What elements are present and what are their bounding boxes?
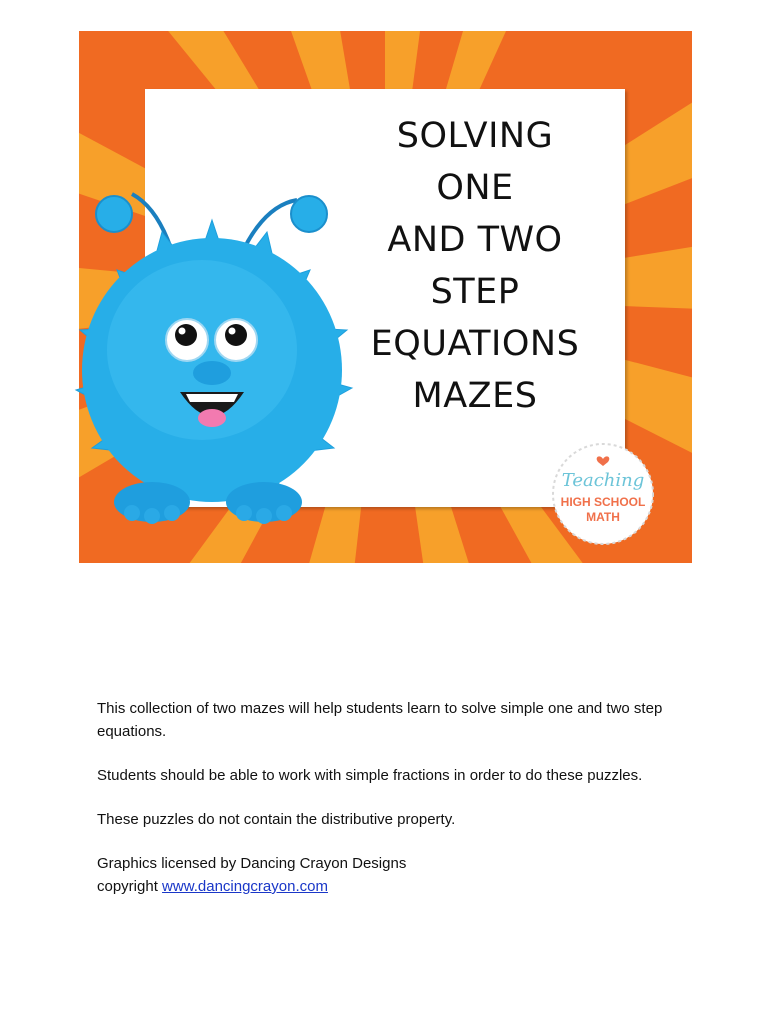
- description: [97, 697, 687, 898]
- title-line: ONE: [436, 168, 514, 208]
- teaching-high-school-math-logo: [551, 442, 655, 546]
- credits-line: Graphics licensed by Dancing Crayon Designs: [97, 855, 407, 872]
- description-paragraph-1: This collection of two mazes will help students learn to solve simple one and two step equations.: [97, 700, 663, 740]
- description-paragraph-3: These puzzles do not contain the distributive property.: [97, 811, 456, 828]
- blue-monster-illustration: [62, 180, 362, 530]
- dancingcrayon-link[interactable]: www.dancingcrayon.com: [162, 878, 328, 895]
- title-line: SOLVING: [396, 116, 554, 156]
- description-paragraph-2: Students should be able to work with simple fractions in order to do these puzzles.: [97, 767, 643, 784]
- badge-line-2: HIGH SCHOOL: [560, 495, 646, 509]
- copyright-line: [97, 875, 687, 898]
- title-line: MAZES: [412, 376, 538, 416]
- badge-line-3: MATH: [586, 510, 620, 524]
- badge-line-1: Teaching: [561, 470, 645, 491]
- title-line: EQUATIONS: [370, 324, 580, 364]
- cover-title: [340, 110, 610, 422]
- copyright-label: copyright: [97, 878, 158, 895]
- title-line: AND TWO: [387, 220, 563, 260]
- title-line: STEP: [430, 272, 520, 312]
